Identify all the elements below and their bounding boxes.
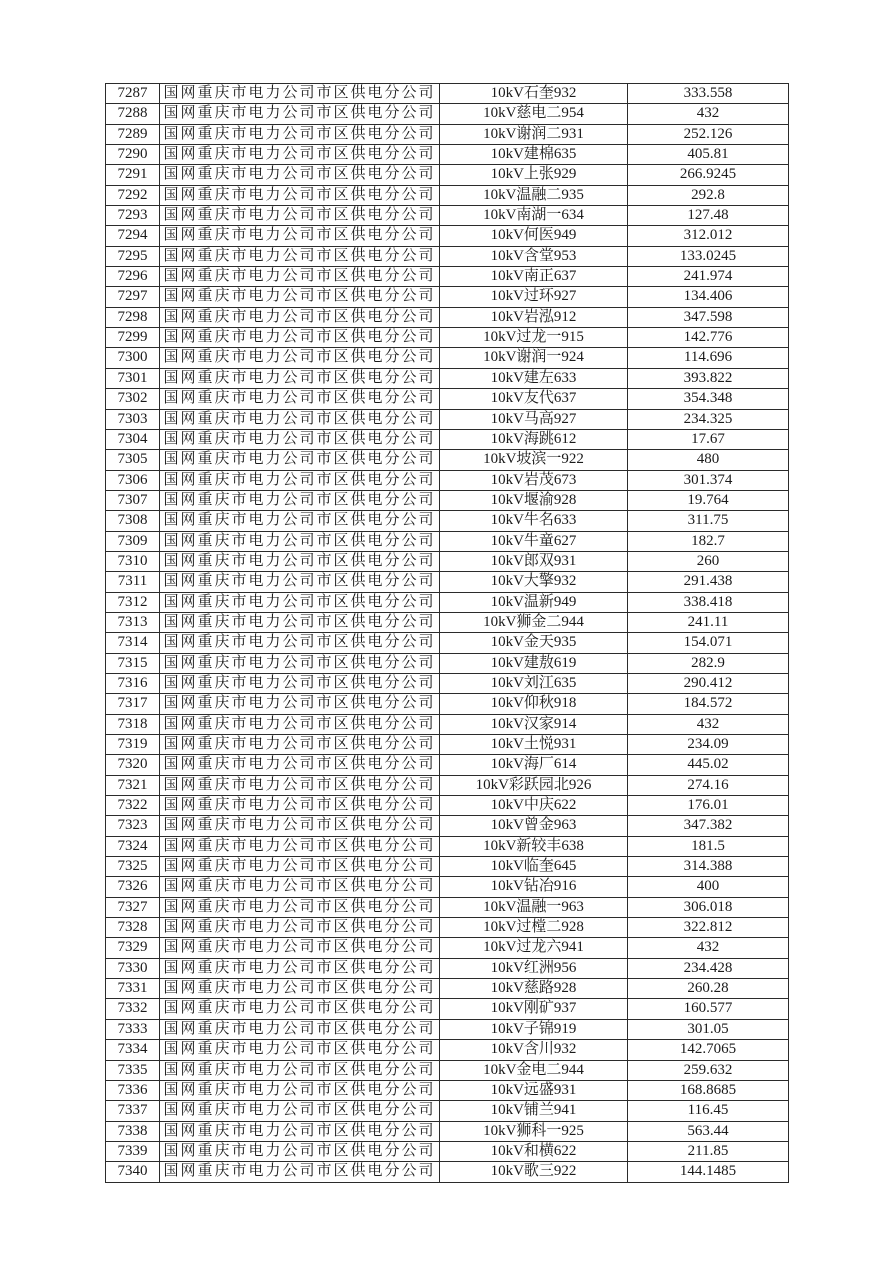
table-row [106, 124, 789, 144]
company-cell: 国网重庆市电力公司市区供电分公司 [160, 633, 440, 653]
table-row [106, 450, 789, 470]
value-cell: 393.822 [628, 368, 789, 388]
company-cell: 国网重庆市电力公司市区供电分公司 [160, 714, 440, 734]
table-row [106, 999, 789, 1019]
row-id-cell: 7291 [106, 165, 160, 185]
row-id-cell: 7338 [106, 1121, 160, 1141]
table-row [106, 185, 789, 205]
row-id-cell: 7331 [106, 979, 160, 999]
table-row [106, 714, 789, 734]
company-cell: 国网重庆市电力公司市区供电分公司 [160, 653, 440, 673]
table-row [106, 389, 789, 409]
row-id-cell: 7329 [106, 938, 160, 958]
company-cell: 国网重庆市电力公司市区供电分公司 [160, 673, 440, 693]
row-id-cell: 7334 [106, 1040, 160, 1060]
table-row [106, 348, 789, 368]
value-cell: 432 [628, 714, 789, 734]
table-row [106, 409, 789, 429]
line-name-cell: 10kV坡滨一922 [440, 450, 628, 470]
row-id-cell: 7324 [106, 836, 160, 856]
row-id-cell: 7288 [106, 104, 160, 124]
table-row [106, 226, 789, 246]
table-row [106, 145, 789, 165]
line-name-cell: 10kV过樘二928 [440, 918, 628, 938]
line-name-cell: 10kV慈电二954 [440, 104, 628, 124]
row-id-cell: 7306 [106, 470, 160, 490]
company-cell: 国网重庆市电力公司市区供电分公司 [160, 226, 440, 246]
value-cell: 234.428 [628, 958, 789, 978]
company-cell: 国网重庆市电力公司市区供电分公司 [160, 775, 440, 795]
row-id-cell: 7321 [106, 775, 160, 795]
company-cell: 国网重庆市电力公司市区供电分公司 [160, 1162, 440, 1182]
company-cell: 国网重庆市电力公司市区供电分公司 [160, 1080, 440, 1100]
value-cell: 211.85 [628, 1141, 789, 1161]
table-row [106, 572, 789, 592]
row-id-cell: 7311 [106, 572, 160, 592]
line-name-cell: 10kV临奎645 [440, 857, 628, 877]
table-row [106, 1040, 789, 1060]
table-row [106, 368, 789, 388]
document-page [105, 83, 789, 1183]
table-row [106, 857, 789, 877]
value-cell: 241.11 [628, 612, 789, 632]
company-cell: 国网重庆市电力公司市区供电分公司 [160, 1060, 440, 1080]
table-row [106, 470, 789, 490]
row-id-cell: 7309 [106, 531, 160, 551]
value-cell: 292.8 [628, 185, 789, 205]
row-id-cell: 7323 [106, 816, 160, 836]
company-cell: 国网重庆市电力公司市区供电分公司 [160, 1101, 440, 1121]
row-id-cell: 7295 [106, 246, 160, 266]
table-row [106, 877, 789, 897]
line-name-cell: 10kV红洲956 [440, 958, 628, 978]
company-cell: 国网重庆市电力公司市区供电分公司 [160, 958, 440, 978]
row-id-cell: 7333 [106, 1019, 160, 1039]
value-cell: 184.572 [628, 694, 789, 714]
value-cell: 127.48 [628, 206, 789, 226]
line-name-cell: 10kV大擎932 [440, 572, 628, 592]
line-name-cell: 10kV金天935 [440, 633, 628, 653]
value-cell: 116.45 [628, 1101, 789, 1121]
line-name-cell: 10kV上张929 [440, 165, 628, 185]
value-cell: 154.071 [628, 633, 789, 653]
company-cell: 国网重庆市电力公司市区供电分公司 [160, 735, 440, 755]
line-name-cell: 10kV钻冶916 [440, 877, 628, 897]
row-id-cell: 7299 [106, 328, 160, 348]
value-cell: 290.412 [628, 673, 789, 693]
table-row [106, 287, 789, 307]
power-lines-table [105, 83, 789, 1183]
table-row [106, 592, 789, 612]
line-name-cell: 10kV狮科一925 [440, 1121, 628, 1141]
table-body [106, 84, 789, 1183]
value-cell: 314.388 [628, 857, 789, 877]
row-id-cell: 7292 [106, 185, 160, 205]
line-name-cell: 10kV谢润一924 [440, 348, 628, 368]
table-row [106, 328, 789, 348]
row-id-cell: 7316 [106, 673, 160, 693]
table-row [106, 1141, 789, 1161]
line-name-cell: 10kV南湖一634 [440, 206, 628, 226]
value-cell: 252.126 [628, 124, 789, 144]
table-row [106, 206, 789, 226]
row-id-cell: 7336 [106, 1080, 160, 1100]
line-name-cell: 10kV温融一963 [440, 897, 628, 917]
value-cell: 274.16 [628, 775, 789, 795]
value-cell: 354.348 [628, 389, 789, 409]
value-cell: 234.09 [628, 735, 789, 755]
row-id-cell: 7296 [106, 267, 160, 287]
row-id-cell: 7310 [106, 551, 160, 571]
value-cell: 301.05 [628, 1019, 789, 1039]
table-row [106, 755, 789, 775]
company-cell: 国网重庆市电力公司市区供电分公司 [160, 145, 440, 165]
value-cell: 260.28 [628, 979, 789, 999]
company-cell: 国网重庆市电力公司市区供电分公司 [160, 328, 440, 348]
table-row [106, 531, 789, 551]
line-name-cell: 10kV南正637 [440, 267, 628, 287]
line-name-cell: 10kV岩泓912 [440, 307, 628, 327]
table-row [106, 1060, 789, 1080]
company-cell: 国网重庆市电力公司市区供电分公司 [160, 836, 440, 856]
row-id-cell: 7313 [106, 612, 160, 632]
table-row [106, 612, 789, 632]
row-id-cell: 7305 [106, 450, 160, 470]
company-cell: 国网重庆市电力公司市区供电分公司 [160, 287, 440, 307]
table-row [106, 1162, 789, 1182]
value-cell: 432 [628, 104, 789, 124]
table-row [106, 1121, 789, 1141]
company-cell: 国网重庆市电力公司市区供电分公司 [160, 389, 440, 409]
value-cell: 234.325 [628, 409, 789, 429]
company-cell: 国网重庆市电力公司市区供电分公司 [160, 592, 440, 612]
table-row [106, 551, 789, 571]
line-name-cell: 10kV刘江635 [440, 673, 628, 693]
value-cell: 160.577 [628, 999, 789, 1019]
company-cell: 国网重庆市电力公司市区供电分公司 [160, 531, 440, 551]
value-cell: 480 [628, 450, 789, 470]
line-name-cell: 10kV海跳612 [440, 429, 628, 449]
line-name-cell: 10kV狮金二944 [440, 612, 628, 632]
line-name-cell: 10kV远盛931 [440, 1080, 628, 1100]
row-id-cell: 7315 [106, 653, 160, 673]
value-cell: 347.382 [628, 816, 789, 836]
line-name-cell: 10kV温新949 [440, 592, 628, 612]
company-cell: 国网重庆市电力公司市区供电分公司 [160, 572, 440, 592]
table-row [106, 633, 789, 653]
value-cell: 338.418 [628, 592, 789, 612]
line-name-cell: 10kV岩茂673 [440, 470, 628, 490]
table-row [106, 735, 789, 755]
line-name-cell: 10kV汉家914 [440, 714, 628, 734]
table-row [106, 938, 789, 958]
table-row [106, 490, 789, 510]
value-cell: 563.44 [628, 1121, 789, 1141]
line-name-cell: 10kV建棉635 [440, 145, 628, 165]
value-cell: 312.012 [628, 226, 789, 246]
row-id-cell: 7303 [106, 409, 160, 429]
line-name-cell: 10kV郎双931 [440, 551, 628, 571]
company-cell: 国网重庆市电力公司市区供电分公司 [160, 1121, 440, 1141]
line-name-cell: 10kV铺兰941 [440, 1101, 628, 1121]
table-row [106, 979, 789, 999]
line-name-cell: 10kV金电二944 [440, 1060, 628, 1080]
line-name-cell: 10kV慈路928 [440, 979, 628, 999]
row-id-cell: 7294 [106, 226, 160, 246]
line-name-cell: 10kV中庆622 [440, 796, 628, 816]
value-cell: 306.018 [628, 897, 789, 917]
company-cell: 国网重庆市电力公司市区供电分公司 [160, 979, 440, 999]
row-id-cell: 7298 [106, 307, 160, 327]
value-cell: 168.8685 [628, 1080, 789, 1100]
value-cell: 259.632 [628, 1060, 789, 1080]
table-row [106, 1080, 789, 1100]
value-cell: 405.81 [628, 145, 789, 165]
row-id-cell: 7337 [106, 1101, 160, 1121]
table-row [106, 104, 789, 124]
line-name-cell: 10kV牛童627 [440, 531, 628, 551]
value-cell: 142.7065 [628, 1040, 789, 1060]
line-name-cell: 10kV谢润二931 [440, 124, 628, 144]
company-cell: 国网重庆市电力公司市区供电分公司 [160, 429, 440, 449]
table-row [106, 84, 789, 104]
value-cell: 445.02 [628, 755, 789, 775]
line-name-cell: 10kV海厂614 [440, 755, 628, 775]
value-cell: 347.598 [628, 307, 789, 327]
row-id-cell: 7322 [106, 796, 160, 816]
row-id-cell: 7307 [106, 490, 160, 510]
value-cell: 114.696 [628, 348, 789, 368]
value-cell: 291.438 [628, 572, 789, 592]
row-id-cell: 7328 [106, 918, 160, 938]
line-name-cell: 10kV子锦919 [440, 1019, 628, 1039]
value-cell: 400 [628, 877, 789, 897]
row-id-cell: 7301 [106, 368, 160, 388]
value-cell: 182.7 [628, 531, 789, 551]
line-name-cell: 10kV马高927 [440, 409, 628, 429]
company-cell: 国网重庆市电力公司市区供电分公司 [160, 1040, 440, 1060]
company-cell: 国网重庆市电力公司市区供电分公司 [160, 104, 440, 124]
row-id-cell: 7335 [106, 1060, 160, 1080]
line-name-cell: 10kV建左633 [440, 368, 628, 388]
row-id-cell: 7304 [106, 429, 160, 449]
table-row [106, 511, 789, 531]
table-row [106, 897, 789, 917]
row-id-cell: 7300 [106, 348, 160, 368]
row-id-cell: 7320 [106, 755, 160, 775]
table-row [106, 958, 789, 978]
company-cell: 国网重庆市电力公司市区供电分公司 [160, 246, 440, 266]
row-id-cell: 7302 [106, 389, 160, 409]
row-id-cell: 7308 [106, 511, 160, 531]
row-id-cell: 7318 [106, 714, 160, 734]
company-cell: 国网重庆市电力公司市区供电分公司 [160, 694, 440, 714]
line-name-cell: 10kV过龙六941 [440, 938, 628, 958]
company-cell: 国网重庆市电力公司市区供电分公司 [160, 816, 440, 836]
table-row [106, 246, 789, 266]
line-name-cell: 10kV彩跃园北926 [440, 775, 628, 795]
row-id-cell: 7314 [106, 633, 160, 653]
row-id-cell: 7327 [106, 897, 160, 917]
line-name-cell: 10kV土悦931 [440, 735, 628, 755]
row-id-cell: 7287 [106, 84, 160, 104]
company-cell: 国网重庆市电力公司市区供电分公司 [160, 490, 440, 510]
table-row [106, 653, 789, 673]
row-id-cell: 7290 [106, 145, 160, 165]
table-row [106, 165, 789, 185]
line-name-cell: 10kV刚矿937 [440, 999, 628, 1019]
line-name-cell: 10kV过环927 [440, 287, 628, 307]
company-cell: 国网重庆市电力公司市区供电分公司 [160, 409, 440, 429]
line-name-cell: 10kV友代637 [440, 389, 628, 409]
row-id-cell: 7317 [106, 694, 160, 714]
value-cell: 133.0245 [628, 246, 789, 266]
company-cell: 国网重庆市电力公司市区供电分公司 [160, 450, 440, 470]
company-cell: 国网重庆市电力公司市区供电分公司 [160, 918, 440, 938]
line-name-cell: 10kV堰渝928 [440, 490, 628, 510]
value-cell: 142.776 [628, 328, 789, 348]
company-cell: 国网重庆市电力公司市区供电分公司 [160, 796, 440, 816]
company-cell: 国网重庆市电力公司市区供电分公司 [160, 368, 440, 388]
line-name-cell: 10kV牛名633 [440, 511, 628, 531]
table-row [106, 694, 789, 714]
company-cell: 国网重庆市电力公司市区供电分公司 [160, 551, 440, 571]
row-id-cell: 7340 [106, 1162, 160, 1182]
company-cell: 国网重庆市电力公司市区供电分公司 [160, 1141, 440, 1161]
company-cell: 国网重庆市电力公司市区供电分公司 [160, 612, 440, 632]
line-name-cell: 10kV温融二935 [440, 185, 628, 205]
company-cell: 国网重庆市电力公司市区供电分公司 [160, 124, 440, 144]
value-cell: 17.67 [628, 429, 789, 449]
company-cell: 国网重庆市电力公司市区供电分公司 [160, 206, 440, 226]
company-cell: 国网重庆市电力公司市区供电分公司 [160, 185, 440, 205]
row-id-cell: 7326 [106, 877, 160, 897]
row-id-cell: 7289 [106, 124, 160, 144]
row-id-cell: 7312 [106, 592, 160, 612]
row-id-cell: 7297 [106, 287, 160, 307]
table-row [106, 918, 789, 938]
value-cell: 333.558 [628, 84, 789, 104]
company-cell: 国网重庆市电力公司市区供电分公司 [160, 999, 440, 1019]
line-name-cell: 10kV石奎932 [440, 84, 628, 104]
line-name-cell: 10kV过龙一915 [440, 328, 628, 348]
company-cell: 国网重庆市电力公司市区供电分公司 [160, 267, 440, 287]
company-cell: 国网重庆市电力公司市区供电分公司 [160, 511, 440, 531]
row-id-cell: 7330 [106, 958, 160, 978]
table-row [106, 796, 789, 816]
table-row [106, 429, 789, 449]
company-cell: 国网重庆市电力公司市区供电分公司 [160, 307, 440, 327]
line-name-cell: 10kV含堂953 [440, 246, 628, 266]
company-cell: 国网重庆市电力公司市区供电分公司 [160, 470, 440, 490]
line-name-cell: 10kV和横622 [440, 1141, 628, 1161]
value-cell: 134.406 [628, 287, 789, 307]
company-cell: 国网重庆市电力公司市区供电分公司 [160, 755, 440, 775]
company-cell: 国网重庆市电力公司市区供电分公司 [160, 1019, 440, 1039]
line-name-cell: 10kV新较丰638 [440, 836, 628, 856]
value-cell: 266.9245 [628, 165, 789, 185]
company-cell: 国网重庆市电力公司市区供电分公司 [160, 348, 440, 368]
row-id-cell: 7319 [106, 735, 160, 755]
row-id-cell: 7293 [106, 206, 160, 226]
row-id-cell: 7332 [106, 999, 160, 1019]
table-row [106, 775, 789, 795]
line-name-cell: 10kV含川932 [440, 1040, 628, 1060]
table-row [106, 836, 789, 856]
value-cell: 260 [628, 551, 789, 571]
value-cell: 241.974 [628, 267, 789, 287]
line-name-cell: 10kV何医949 [440, 226, 628, 246]
value-cell: 322.812 [628, 918, 789, 938]
value-cell: 181.5 [628, 836, 789, 856]
company-cell: 国网重庆市电力公司市区供电分公司 [160, 84, 440, 104]
table-row [106, 267, 789, 287]
line-name-cell: 10kV建敖619 [440, 653, 628, 673]
value-cell: 144.1485 [628, 1162, 789, 1182]
line-name-cell: 10kV仰秋918 [440, 694, 628, 714]
company-cell: 国网重庆市电力公司市区供电分公司 [160, 877, 440, 897]
company-cell: 国网重庆市电力公司市区供电分公司 [160, 897, 440, 917]
company-cell: 国网重庆市电力公司市区供电分公司 [160, 165, 440, 185]
row-id-cell: 7339 [106, 1141, 160, 1161]
table-row [106, 673, 789, 693]
value-cell: 176.01 [628, 796, 789, 816]
line-name-cell: 10kV歌三922 [440, 1162, 628, 1182]
table-row [106, 1019, 789, 1039]
value-cell: 311.75 [628, 511, 789, 531]
company-cell: 国网重庆市电力公司市区供电分公司 [160, 857, 440, 877]
table-row [106, 1101, 789, 1121]
row-id-cell: 7325 [106, 857, 160, 877]
line-name-cell: 10kV曾金963 [440, 816, 628, 836]
value-cell: 432 [628, 938, 789, 958]
table-row [106, 816, 789, 836]
company-cell: 国网重庆市电力公司市区供电分公司 [160, 938, 440, 958]
table-row [106, 307, 789, 327]
value-cell: 19.764 [628, 490, 789, 510]
value-cell: 301.374 [628, 470, 789, 490]
value-cell: 282.9 [628, 653, 789, 673]
